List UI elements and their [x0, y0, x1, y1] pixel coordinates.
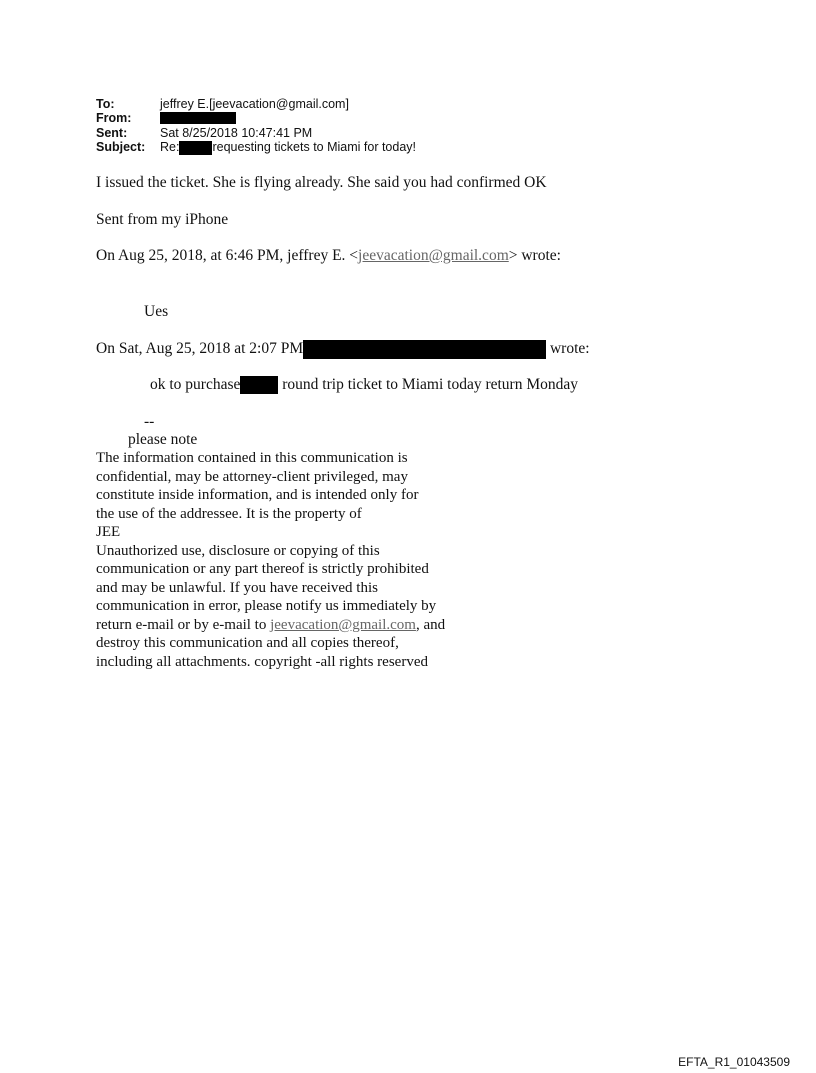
- quote1-wrote-text: > wrote:: [508, 247, 561, 264]
- disclaimer-line: including all attachments. copyright -all rights reserved: [96, 653, 428, 670]
- message-line: I issued the ticket. She is flying already. She said you had confirmed OK: [96, 174, 547, 191]
- disclaimer-line: communication or any part thereof is strictly prohibited: [96, 561, 429, 577]
- request-line: [150, 376, 578, 394]
- quote1-intro: [96, 247, 561, 265]
- to-label: To:: [96, 97, 115, 111]
- disclaimer-email-suffix: , and: [415, 616, 446, 633]
- disclaimer-line: communication in error, please notify us immediately by: [96, 598, 437, 614]
- document-id: EFTA_R1_01043509: [678, 1055, 790, 1069]
- disclaimer-line: destroy this communication and all copies thereof,: [96, 635, 399, 651]
- quote1-email-link[interactable]: jeevacation@gmail.com: [358, 247, 509, 264]
- from-label: From:: [96, 111, 132, 125]
- disclaimer-line: Unauthorized use, disclosure or copying of this: [96, 542, 380, 559]
- request-redaction: [240, 376, 278, 394]
- disclaimer-line: the use of the addressee. It is the property of: [96, 505, 362, 522]
- subject-text: requesting tickets to Miami for today!: [212, 140, 417, 154]
- please-note: please note: [128, 431, 198, 448]
- quote2-sender-redaction: [303, 340, 546, 359]
- sent-value: Sat 8/25/2018 10:47:41 PM: [160, 126, 313, 140]
- to-row: [96, 97, 596, 111]
- quote2-wrote-text: wrote:: [549, 340, 590, 358]
- subject-row: [96, 140, 596, 156]
- disclaimer-email-link[interactable]: jeevacation@gmail.com: [270, 616, 416, 633]
- to-value: jeffrey E.[jeevacation@gmail.com]: [160, 97, 349, 111]
- subject-label: Subject:: [96, 140, 146, 154]
- email-header: [96, 97, 596, 159]
- from-redaction: [160, 112, 236, 124]
- request-text-before: ok to purchase: [150, 376, 241, 393]
- sent-label: Sent:: [96, 126, 128, 140]
- signature-dashes: --: [144, 413, 155, 430]
- disclaimer-line: and may be unlawful. If you have received this: [96, 579, 378, 596]
- request-text-after: round trip ticket to Miami today return Monday: [282, 376, 578, 393]
- sent-row: [96, 126, 596, 140]
- quote2-intro-text: On Sat, Aug 25, 2018 at 2:07 PM: [96, 340, 304, 358]
- disclaimer-email-prefix: return e-mail or by e-mail to: [96, 616, 271, 633]
- reply-text: Ues: [144, 303, 169, 320]
- subject-prefix: Re:: [160, 140, 180, 154]
- disclaimer: [96, 449, 445, 671]
- disclaimer-line: JEE: [96, 524, 121, 540]
- from-row: [96, 111, 596, 125]
- signature-line: Sent from my iPhone: [96, 211, 229, 228]
- quote1-intro-text: On Aug 25, 2018, at 6:46 PM, jeffrey E. <: [96, 247, 359, 264]
- subject-redaction: [179, 141, 212, 155]
- disclaimer-email-line: [96, 616, 445, 635]
- disclaimer-line: The information contained in this communication is: [96, 450, 408, 466]
- disclaimer-line: constitute inside information, and is intended only for: [96, 487, 419, 503]
- disclaimer-line: confidential, may be attorney-client privileged, may: [96, 468, 408, 485]
- subject-value: [160, 140, 416, 155]
- quote2-intro: [96, 340, 590, 359]
